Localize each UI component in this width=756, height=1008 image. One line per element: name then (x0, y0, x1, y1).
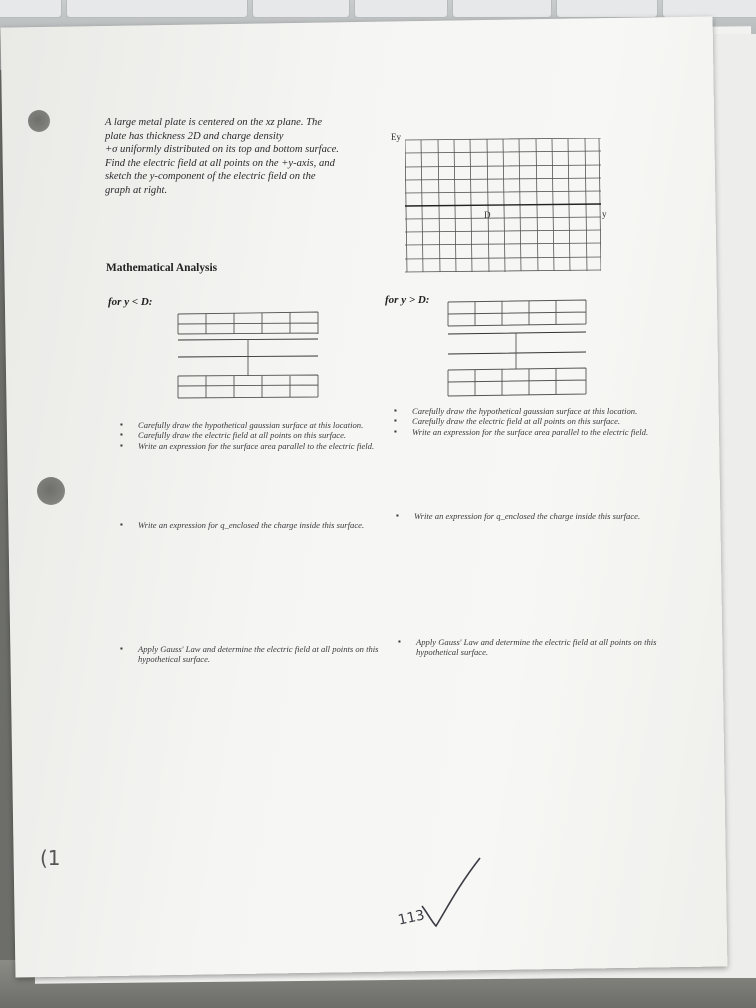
problem-line: A large metal plate is centered on the xz plane. The (105, 117, 323, 128)
punch-hole (28, 110, 50, 132)
score-note: 113 (396, 907, 427, 929)
keyboard-key (662, 0, 756, 18)
keyboard-key (354, 0, 448, 18)
list-item: ▪ Apply Gauss' Law and determine the electric field at all points on this hypothetical surface. (396, 637, 658, 658)
right-enclosed-item (394, 511, 656, 521)
keyboard-key (556, 0, 658, 18)
left-gauss-item (118, 644, 380, 665)
left-enclosed-item (118, 520, 380, 530)
list-item: ▪ Write an expression for the surface area parallel to the electric field. (118, 441, 380, 451)
graph-ylabel: Ey (391, 132, 401, 142)
problem-statement (105, 116, 370, 197)
right-gauss-item (396, 637, 658, 658)
list-item: ▪ Apply Gauss' Law and determine the electric field at all points on this hypothetical surface. (118, 644, 380, 665)
check-mark (420, 856, 482, 928)
margin-note: (1 (40, 846, 61, 870)
plate-diagram-right (446, 298, 588, 400)
list-item: ▪ Write an expression for q_enclosed the charge inside this surface. (118, 520, 380, 530)
right-condition-label: for y > D: (385, 294, 430, 306)
keyboard-key (0, 0, 62, 18)
problem-line: graph at right. (105, 184, 168, 196)
analysis-heading: Mathematical Analysis (106, 262, 218, 274)
list-item: ▪ Write an expression for the surface area parallel to the electric field. (392, 427, 654, 437)
list-item: ▪ Carefully draw the electric field at all points on this surface. (392, 416, 654, 426)
problem-line: +σ uniformly distributed on its top and bottom surface. (105, 144, 339, 156)
plate-diagram-left (176, 310, 320, 402)
left-steps-list (118, 420, 380, 451)
list-item: ▪ Carefully draw the hypothetical gaussian surface at this location. (392, 406, 654, 416)
keyboard-key (452, 0, 552, 18)
list-item: ▪ Carefully draw the electric field at all points on this surface. (118, 430, 380, 440)
list-item: ▪ Write an expression for q_enclosed the charge inside this surface. (394, 511, 656, 521)
punch-hole (37, 477, 65, 505)
graph-marker-d: D (484, 210, 491, 220)
problem-line: sketch the y-component of the electric field on the (105, 171, 316, 183)
problem-line: plate has thickness 2D and charge density (105, 130, 284, 142)
list-item: ▪ Carefully draw the hypothetical gaussian surface at this location. (118, 420, 380, 430)
y-axis-line (405, 204, 601, 206)
left-condition-label: for y < D: (108, 296, 153, 308)
keyboard-key (66, 0, 248, 18)
right-steps-list (392, 406, 654, 437)
ey-sketch-graph (405, 138, 601, 274)
graph-xlabel: y (602, 209, 607, 219)
keyboard-key (252, 0, 350, 18)
problem-line: Find the electric field at all points on the +y-axis, and (105, 157, 335, 169)
